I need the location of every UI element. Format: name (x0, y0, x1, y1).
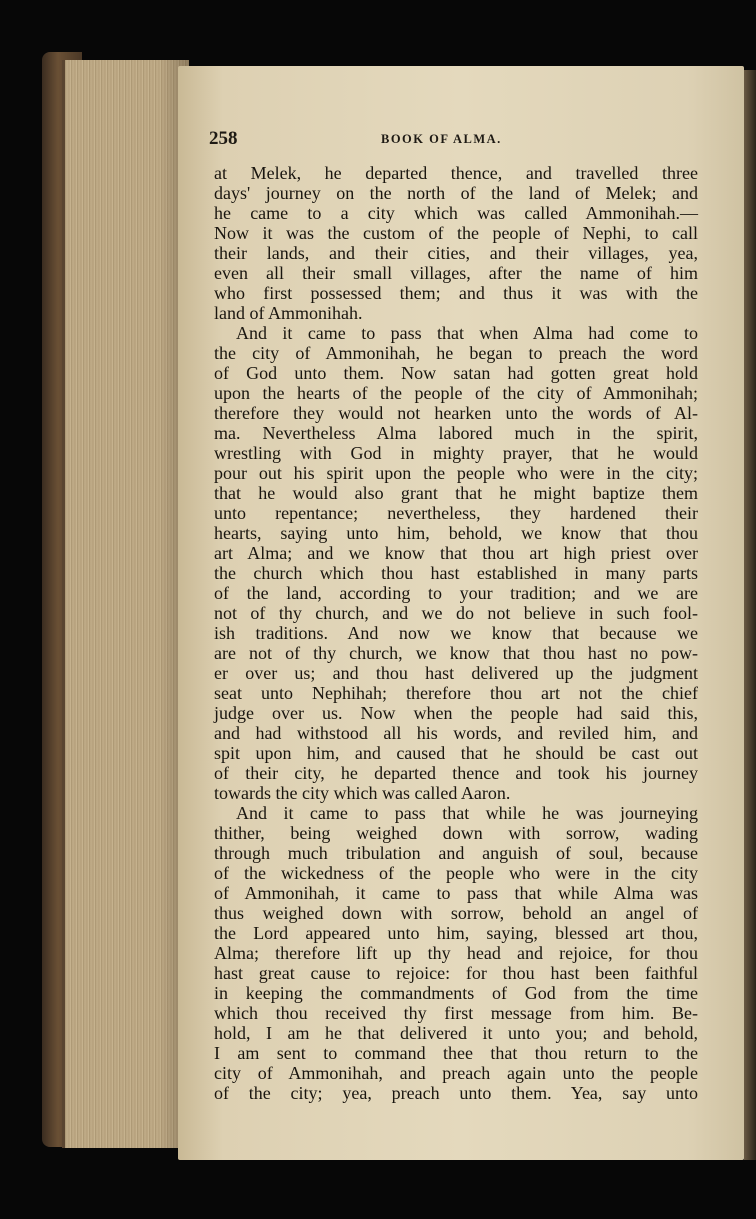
text-line: hold, I am he that delivered it unto you; and behold, (214, 1023, 698, 1043)
text-line: at Melek, he departed thence, and travelled three (214, 163, 698, 183)
running-title: BOOK OF ALMA. (381, 132, 502, 146)
text-line: the Lord appeared unto him, saying, blessed art thou, (214, 923, 698, 943)
text-line: unto repentance; nevertheless, they hardened their (214, 503, 698, 523)
text-line: wrestling with God in mighty prayer, that he would (214, 443, 698, 463)
text-line: thither, being weighed down with sorrow, wading (214, 823, 698, 843)
text-line: of the land, according to your tradition; and we are (214, 583, 698, 603)
body-text (214, 163, 698, 1103)
text-line: And it came to pass that while he was journeying (236, 803, 698, 823)
text-line: who first possessed them; and thus it was with the (214, 283, 698, 303)
text-line: hearts, saying unto him, behold, we know that thou (214, 523, 698, 543)
text-line: Now it was the custom of the people of Nephi, to call (214, 223, 698, 243)
text-line: days' journey on the north of the land of Melek; and (214, 183, 698, 203)
text-line: And it came to pass that when Alma had come to (236, 323, 698, 343)
text-line: er over us; and thou hast delivered up the judgment (214, 663, 698, 683)
text-line: spit upon him, and caused that he should be cast out (214, 743, 698, 763)
text-line: of their city, he departed thence and took his journey (214, 763, 698, 783)
text-line: land of Ammonihah. (214, 303, 363, 323)
text-line: that he would also grant that he might baptize them (214, 483, 698, 503)
text-line: in keeping the commandments of God from the time (214, 983, 698, 1003)
facing-page-edge (744, 70, 756, 1160)
text-line: are not of thy church, we know that thou hast no pow- (214, 643, 698, 663)
text-line: he came to a city which was called Ammonihah.— (214, 203, 698, 223)
text-line: of God unto them. Now satan had gotten great hold (214, 363, 698, 383)
text-line: judge over us. Now when the people had said this, (214, 703, 698, 723)
text-line: I am sent to command thee that thou return to the (214, 1043, 698, 1063)
text-line: even all their small villages, after the name of him (214, 263, 698, 283)
running-head (209, 128, 699, 152)
text-line: thus weighed down with sorrow, behold an angel of (214, 903, 698, 923)
text-line: ish traditions. And now we know that because we (214, 623, 698, 643)
text-line: towards the city which was called Aaron. (214, 783, 511, 803)
text-line: their lands, and their cities, and their villages, yea, (214, 243, 698, 263)
text-line: city of Ammonihah, and preach again unto the people (214, 1063, 698, 1083)
text-line: therefore they would not hearken unto the words of Al- (214, 403, 698, 423)
page-block-edges (62, 60, 189, 1148)
text-line: seat unto Nephihah; therefore thou art not the chief (214, 683, 698, 703)
text-line: through much tribulation and anguish of soul, because (214, 843, 698, 863)
text-line: of Ammonihah, it came to pass that while Alma was (214, 883, 698, 903)
text-line: Alma; therefore lift up thy head and rejoice, for thou (214, 943, 698, 963)
text-line: not of thy church, and we do not believe in such fool- (214, 603, 698, 623)
text-line: hast great cause to rejoice: for thou hast been faithful (214, 963, 698, 983)
text-line: upon the hearts of the people of the city of Ammonihah; (214, 383, 698, 403)
text-line: of the wickedness of the people who were in the city (214, 863, 698, 883)
text-line: the city of Ammonihah, he began to preach the word (214, 343, 698, 363)
page-number: 258 (209, 128, 238, 149)
text-line: art Alma; and we know that thou art high priest over (214, 543, 698, 563)
text-line: the church which thou hast established in many parts (214, 563, 698, 583)
text-line: pour out his spirit upon the people who were in the city; (214, 463, 698, 483)
text-line: which thou received thy first message from him. Be- (214, 1003, 698, 1023)
text-line: ma. Nevertheless Alma labored much in the spirit, (214, 423, 698, 443)
text-line: and had withstood all his words, and reviled him, and (214, 723, 698, 743)
text-line: of the city; yea, preach unto them. Yea, say unto (214, 1083, 698, 1103)
